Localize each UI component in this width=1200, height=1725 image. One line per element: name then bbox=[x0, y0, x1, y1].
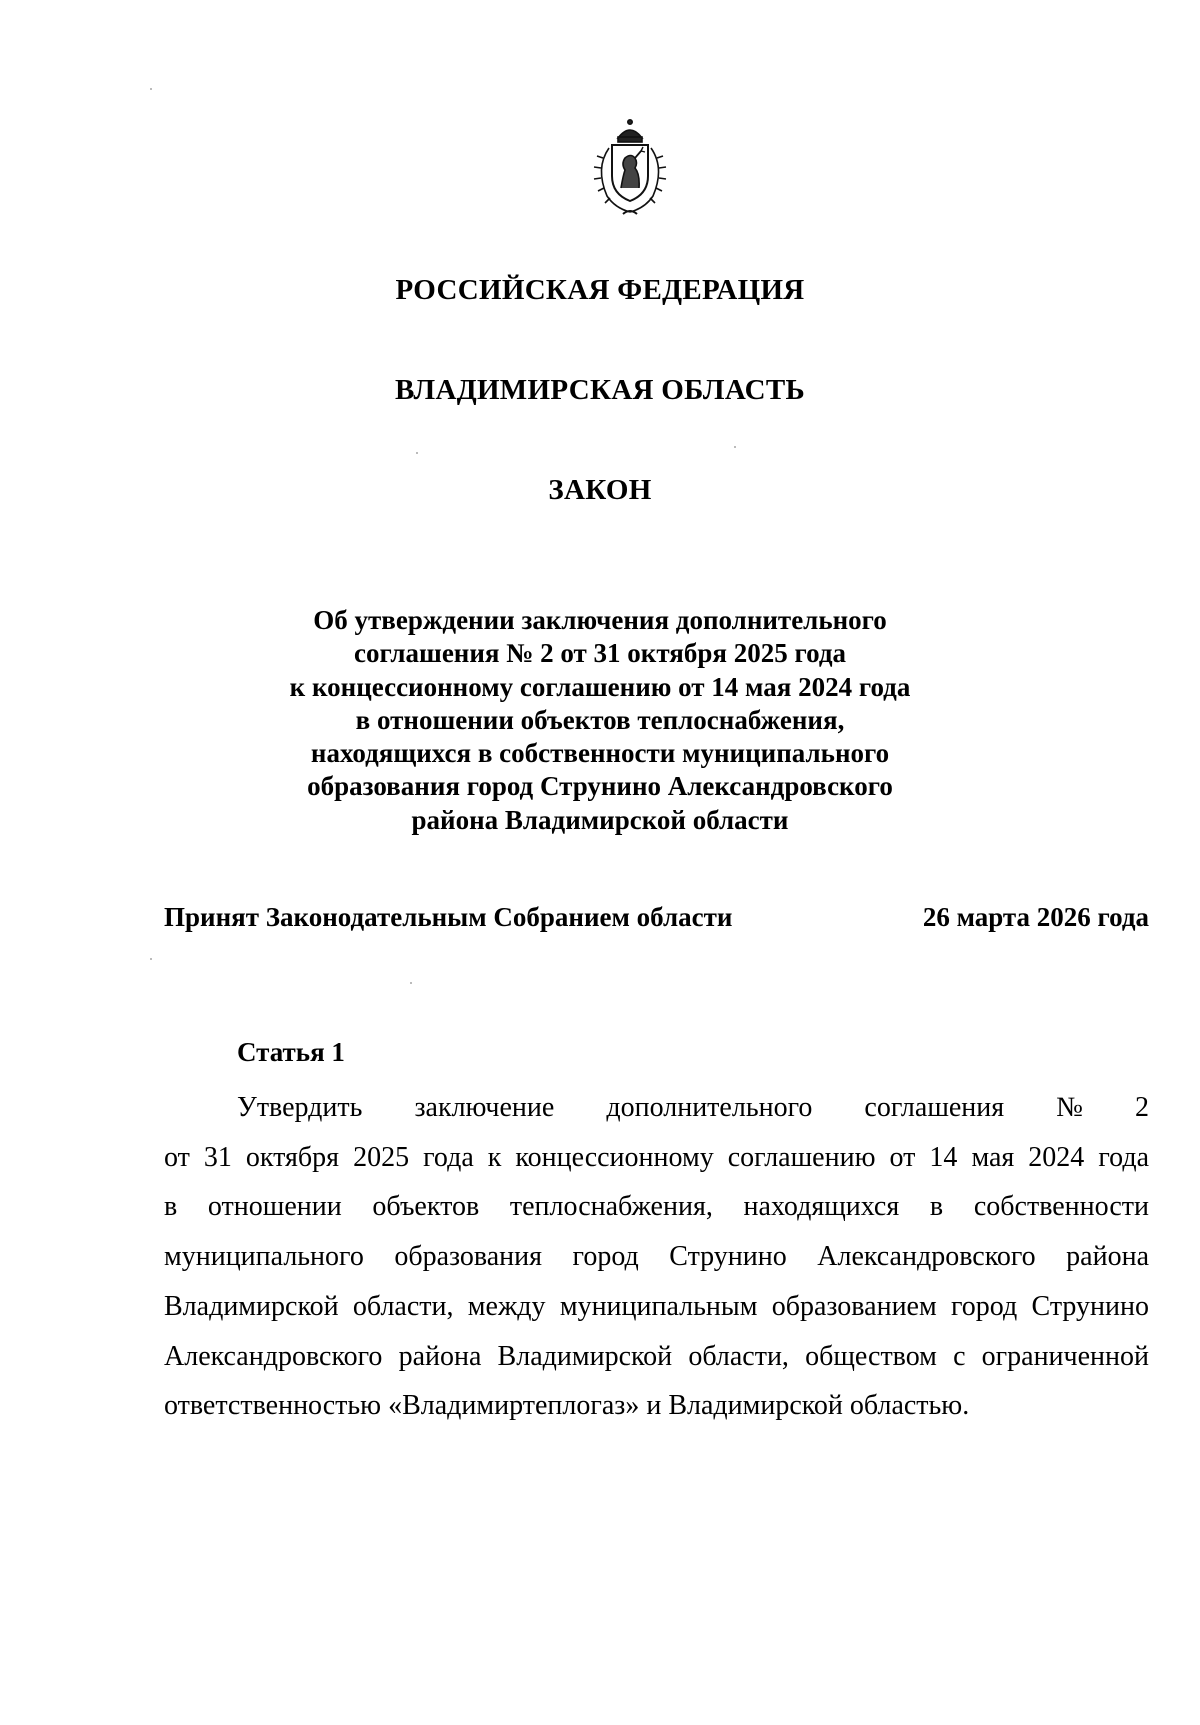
law-title-line: к концессионному соглашению от 14 мая 2024 года bbox=[289, 671, 911, 702]
body-word: соглашения bbox=[864, 1092, 1005, 1123]
article-body-line: Александровского района Владимирской области, обществом с ограниченной bbox=[164, 1340, 1149, 1372]
article-body-line: Владимирской области, между муниципальным образованием город Струнино bbox=[164, 1290, 1149, 1322]
region-heading: ВЛАДИМИРСКАЯ ОБЛАСТЬ bbox=[395, 374, 805, 406]
scan-speck bbox=[410, 982, 412, 984]
law-title-line: соглашения № 2 от 31 октября 2025 года bbox=[354, 638, 846, 669]
adoption-label: Принят Законодательным Собранием области bbox=[164, 902, 733, 932]
coat-of-arms-icon bbox=[585, 118, 675, 218]
body-word: 2 bbox=[1135, 1092, 1149, 1123]
article-body-line: от 31 октября 2025 года к концессионному соглашению от 14 мая 2024 года bbox=[164, 1141, 1149, 1173]
scan-speck bbox=[150, 88, 152, 90]
law-title-line: Об утверждении заключения дополнительного bbox=[313, 605, 887, 635]
law-title-line: образования город Струнино Александровского bbox=[307, 771, 893, 802]
article-body-first-line bbox=[164, 1083, 1149, 1133]
scan-speck bbox=[416, 452, 418, 454]
article-heading: Статья 1 bbox=[237, 1037, 345, 1067]
body-word: заключение bbox=[414, 1092, 555, 1123]
law-title-line: района Владимирской области bbox=[411, 804, 789, 835]
body-word: Утвердить bbox=[237, 1092, 363, 1123]
body-word: № bbox=[1056, 1092, 1083, 1123]
scan-speck bbox=[150, 958, 152, 960]
adoption-line bbox=[164, 902, 1149, 933]
article-body-line: ответственностью «Владимиртеплогаз» и Владимирской областью. bbox=[164, 1390, 970, 1422]
body-word: дополнительного bbox=[606, 1092, 813, 1123]
article-body bbox=[164, 1083, 1149, 1431]
article-body-line: в отношении объектов теплоснабжения, находящихся в собственности bbox=[164, 1191, 1149, 1223]
law-title-line: в отношении объектов теплоснабжения, bbox=[355, 704, 845, 735]
scan-speck bbox=[734, 446, 736, 448]
law-title bbox=[0, 604, 1200, 837]
country-heading: РОССИЙСКАЯ ФЕДЕРАЦИЯ bbox=[395, 274, 805, 306]
document-type-heading: ЗАКОН bbox=[548, 474, 652, 506]
law-title-line: находящихся в собственности муниципального bbox=[310, 738, 890, 769]
article-body-line: муниципального образования город Струнино Александровского района bbox=[164, 1241, 1149, 1273]
adoption-date: 26 марта 2026 года bbox=[922, 902, 1149, 932]
